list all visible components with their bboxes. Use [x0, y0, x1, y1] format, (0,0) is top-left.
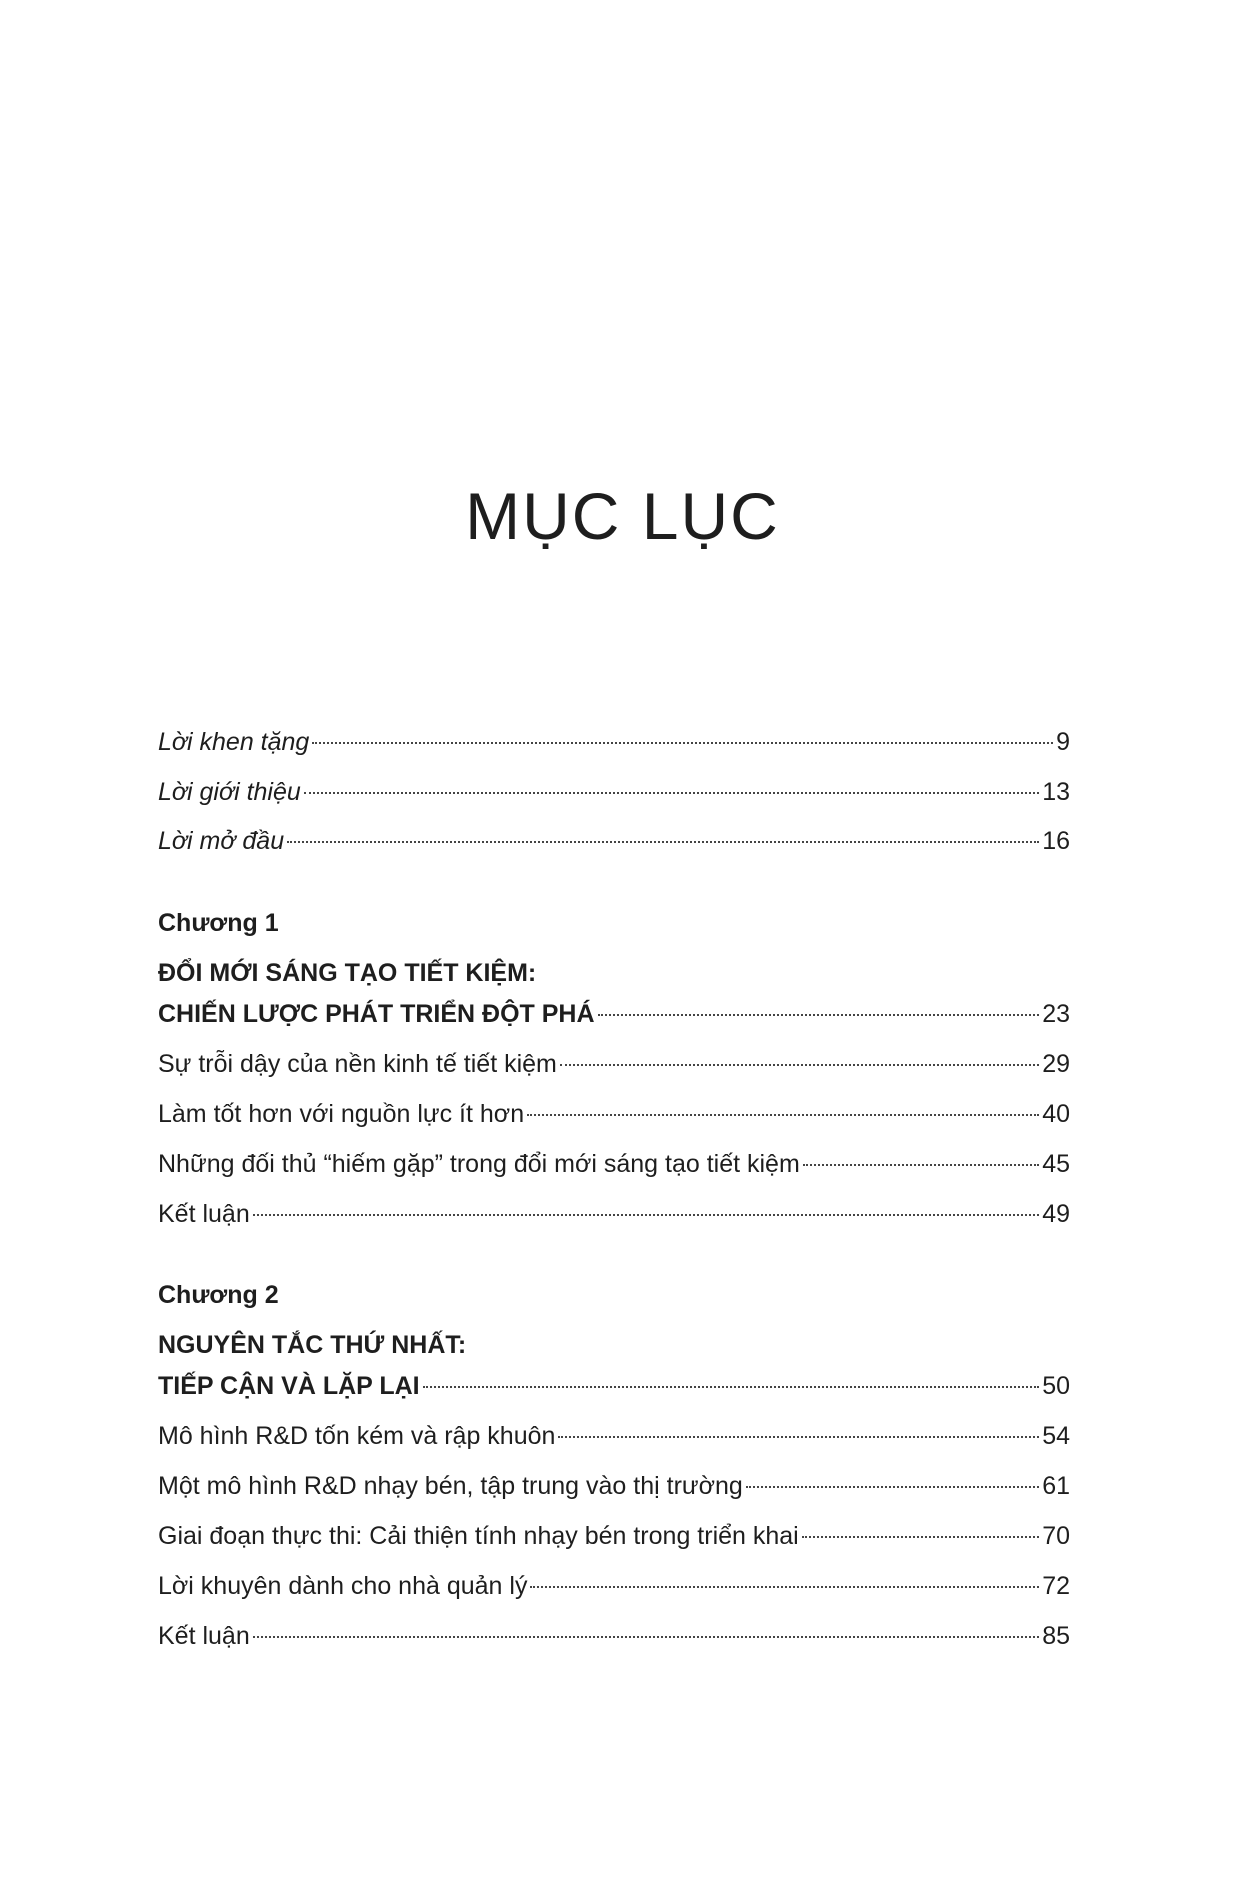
toc-entry[interactable]	[158, 1466, 1070, 1506]
dot-leader	[253, 1214, 1039, 1216]
dot-leader	[530, 1586, 1039, 1588]
toc-entry-page: 40	[1042, 1100, 1070, 1128]
toc-entry-page: 29	[1042, 1050, 1070, 1078]
toc-entry[interactable]	[158, 772, 1070, 812]
toc-entry-page: 54	[1042, 1422, 1070, 1450]
chapter-label: Chương 1	[158, 909, 279, 937]
chapter-label: Chương 2	[158, 1281, 279, 1309]
toc-entry[interactable]	[158, 1566, 1070, 1606]
toc-entry-label: Kết luận	[158, 1200, 250, 1228]
dot-leader	[560, 1064, 1039, 1066]
toc-entry-page: 49	[1042, 1200, 1070, 1228]
toc-entry-label: Lời mở đầu	[158, 827, 285, 855]
toc-entry[interactable]	[158, 1194, 1070, 1234]
toc-entry-page: 50	[1042, 1372, 1070, 1400]
dot-leader	[802, 1536, 1039, 1538]
toc-entry-page: 72	[1042, 1572, 1070, 1600]
toc-entry-page: 61	[1042, 1472, 1070, 1500]
toc-entry-page: 16	[1042, 827, 1070, 855]
toc-entry-page: 70	[1042, 1522, 1070, 1550]
toc-entry-label: Lời khuyên dành cho nhà quản lý	[158, 1572, 528, 1600]
dot-leader	[746, 1486, 1039, 1488]
chapter-title-line1: ĐỔI MỚI SÁNG TẠO TIẾT KIỆM:	[158, 959, 537, 987]
dot-leader	[304, 792, 1039, 794]
page-title: MỤC LỤC	[465, 479, 780, 553]
dot-leader	[598, 1014, 1040, 1016]
dot-leader	[287, 841, 1039, 843]
toc-entry[interactable]	[158, 1416, 1070, 1456]
toc-entry[interactable]	[158, 1616, 1070, 1656]
toc-entry[interactable]	[158, 722, 1070, 762]
toc-entry-label: Giai đoạn thực thi: Cải thiện tính nhạy bén trong triển khai	[158, 1522, 799, 1550]
toc-entry-label: Sự trỗi dậy của nền kinh tế tiết kiệm	[158, 1050, 557, 1078]
toc-entry-page: 13	[1042, 778, 1070, 806]
chapter-title-entry[interactable]	[158, 994, 1070, 1034]
dot-leader	[803, 1164, 1039, 1166]
dot-leader	[558, 1436, 1039, 1438]
dot-leader	[253, 1636, 1039, 1638]
toc-entry-label: Mô hình R&D tốn kém và rập khuôn	[158, 1422, 556, 1450]
toc-entry-label: Lời khen tặng	[158, 728, 310, 756]
toc-entry[interactable]	[158, 1516, 1070, 1556]
toc-entry-page: 85	[1042, 1622, 1070, 1650]
dot-leader	[527, 1114, 1039, 1116]
chapter-title-line2: CHIẾN LƯỢC PHÁT TRIỂN ĐỘT PHÁ	[158, 1000, 595, 1028]
toc-entry-label: Kết luận	[158, 1622, 250, 1650]
dot-leader	[423, 1386, 1040, 1388]
toc-entry-page: 45	[1042, 1150, 1070, 1178]
toc-entry-label: Những đối thủ “hiếm gặp” trong đổi mới sáng tạo tiết kiệm	[158, 1150, 800, 1178]
toc-entry-label: Làm tốt hơn với nguồn lực ít hơn	[158, 1100, 525, 1128]
dot-leader	[312, 742, 1053, 744]
toc-entry[interactable]	[158, 1094, 1070, 1134]
toc-entry[interactable]	[158, 1044, 1070, 1084]
toc-entry-label: Một mô hình R&D nhạy bén, tập trung vào thị trường	[158, 1472, 743, 1500]
toc-entry[interactable]	[158, 821, 1070, 861]
toc-entry[interactable]	[158, 1144, 1070, 1184]
toc-entry-label: Lời giới thiệu	[158, 778, 301, 806]
toc-entry-page: 23	[1042, 1000, 1070, 1028]
chapter-title-entry[interactable]	[158, 1366, 1070, 1406]
chapter-title-line1: NGUYÊN TẮC THỨ NHẤT:	[158, 1331, 467, 1359]
toc-entry-page: 9	[1056, 728, 1070, 756]
chapter-title-line2: TIẾP CẬN VÀ LẶP LẠI	[158, 1372, 420, 1400]
